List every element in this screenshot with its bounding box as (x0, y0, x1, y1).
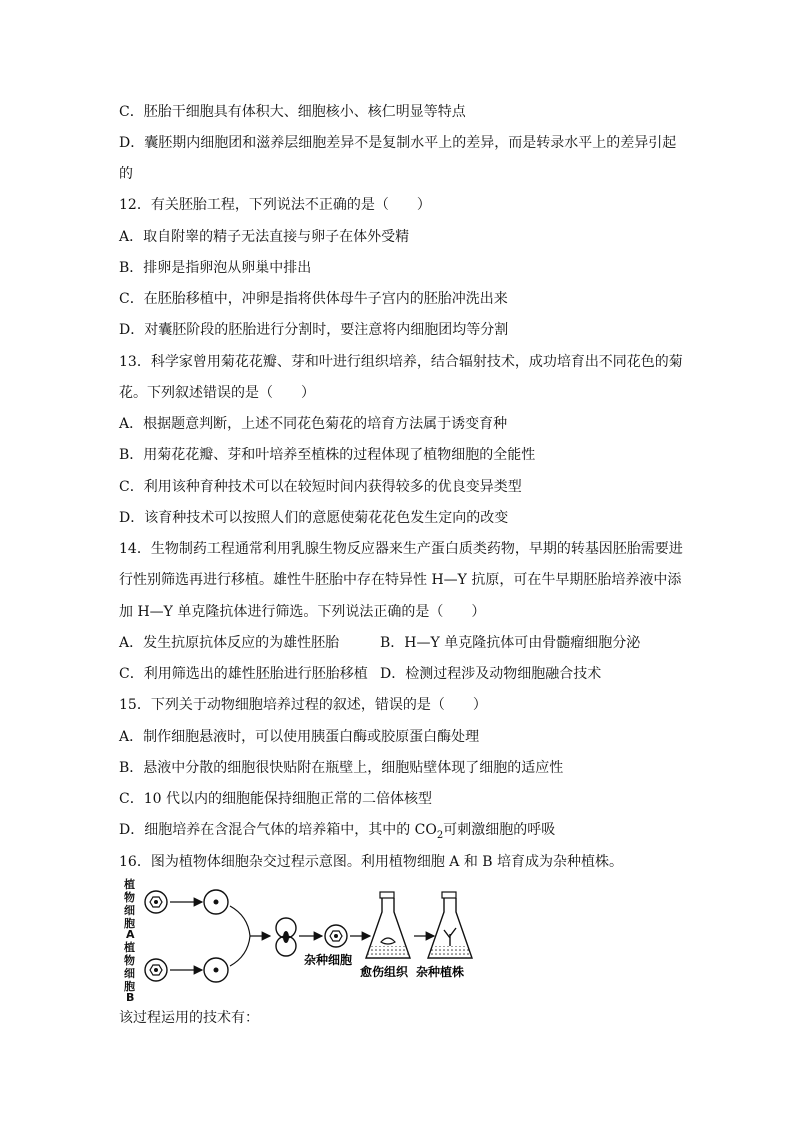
question-16-followup: 该过程运用的技术有： (119, 1010, 259, 1026)
q15-option-b: B．悬液中分散的细胞很快贴附在瓶壁上，细胞贴壁体现了细胞的适应性 (119, 760, 564, 776)
q14-options-row-1 (119, 633, 734, 653)
q13-option-c: C．利用该种育种技术可以在较短时间内获得较多的优良变异类型 (119, 479, 522, 495)
label-cell-a-3: 细 (124, 904, 135, 917)
q13-option-b: B．用菊花花瓣、芽和叶培养至植株的过程体现了植物细胞的全能性 (119, 447, 536, 463)
callus-flask-icon (366, 892, 410, 958)
cell-b-icon (145, 959, 167, 981)
q14-option-a: A．发生抗原抗体反应的为雄性胚胎 (119, 635, 340, 651)
question-14-cont-1: 行性别筛选再进行移植。雄性牛胚胎中存在特异性 H—Y 抗原，可在牛早期胚胎培养液中添 (119, 572, 682, 588)
q11-option-c: C．胚胎干细胞具有体积大、细胞核小、核仁明显等特点 (119, 104, 466, 120)
label-cell-a-1: 植 (124, 878, 135, 891)
callus-label: 愈伤组织 (360, 965, 409, 979)
label-cell-b-3: 细 (124, 967, 135, 980)
label-cell-a-2: 物 (124, 891, 135, 904)
hybrid-cell-label: 杂种细胞 (304, 953, 353, 967)
q11-option-d-cont: 的 (119, 166, 133, 182)
q15-option-a: A．制作细胞悬液时，可以使用胰蛋白酶或胶原蛋白酶处理 (119, 729, 480, 745)
hybrid-cell-icon (325, 925, 347, 947)
q14-option-d: D．检测过程涉及动物细胞融合技术 (380, 666, 602, 682)
q14-options-row-2 (119, 664, 734, 684)
q15-option-d-text: D．细胞培养在含混合气体的培养箱中，其中的 CO (119, 822, 437, 838)
label-cell-a-5: A (126, 928, 135, 941)
question-14: 14．生物制药工程通常利用乳腺生物反应器来生产蛋白质类药物，早期的转基因胚胎需要进 (119, 541, 683, 557)
q14-option-c: C．利用筛选出的雄性胚胎进行胚胎移植 (119, 666, 368, 682)
hybrid-plant-flask-icon (428, 892, 472, 958)
q15-option-d (119, 820, 734, 840)
label-cell-b-5: B (126, 991, 135, 1004)
question-14-cont-2: 加 H—Y 单克隆抗体进行筛选。下列说法正确的是（ ） (119, 604, 486, 620)
question-15: 15．下列关于动物细胞培养过程的叙述，错误的是（ ） (119, 697, 487, 713)
hybrid-plant-label: 杂种植株 (416, 965, 465, 979)
label-cell-b-1: 植 (124, 941, 135, 954)
question-13: 13．科学家曾用菊花花瓣、芽和叶进行组织培养，结合辐射技术，成功培育出不同花色的菊 (119, 354, 683, 370)
co2-subscript: 2 (436, 829, 444, 841)
fusing-cells-icon (276, 918, 296, 956)
question-12: 12．有关胚胎工程，下列说法不正确的是（ ） (119, 197, 431, 213)
q12-option-b: B．排卵是指卵泡从卵巢中排出 (119, 260, 312, 276)
question-16: 16．图为植物体细胞杂交过程示意图。利用植物细胞 A 和 B 培育成为杂种植株。 (119, 854, 624, 870)
protoplast-a-icon (204, 890, 228, 914)
q11-option-d: D．囊胚期内细胞团和滋养层细胞差异不是复制水平上的差异，而是转录水平上的差异引起 (119, 135, 677, 151)
q12-option-c: C．在胚胎移植中，冲卵是指将供体母牛子宫内的胚胎冲洗出来 (119, 291, 508, 307)
protoplast-b-icon (204, 958, 228, 982)
q15-option-c: C．10 代以内的细胞能保持细胞正常的二倍体核型 (119, 791, 432, 807)
q15-option-d-text-end: 可刺激细胞的呼吸 (443, 822, 556, 838)
label-cell-b-2: 物 (124, 954, 135, 967)
q12-option-d: D．对囊胚阶段的胚胎进行分割时，要注意将内细胞团均等分割 (119, 322, 509, 338)
q12-option-a: A．取自附睾的精子无法直接与卵子在体外受精 (119, 229, 410, 245)
label-cell-a-4: 胞 (124, 917, 135, 930)
cell-a-icon (145, 891, 167, 913)
q13-option-a: A．根据题意判断，上述不同花色菊花的培育方法属于诱变育种 (119, 416, 508, 432)
question-13-cont: 花。下列叙述错误的是（ ） (119, 385, 315, 401)
q14-option-b: B．H—Y 单克隆抗体可由骨髓瘤细胞分泌 (380, 635, 641, 651)
q13-option-d: D．该育种技术可以按照人们的意愿使菊花花色发生定向的改变 (119, 510, 509, 526)
hybridization-figure (118, 876, 558, 1004)
label-cell-b-4: 胞 (124, 980, 135, 993)
